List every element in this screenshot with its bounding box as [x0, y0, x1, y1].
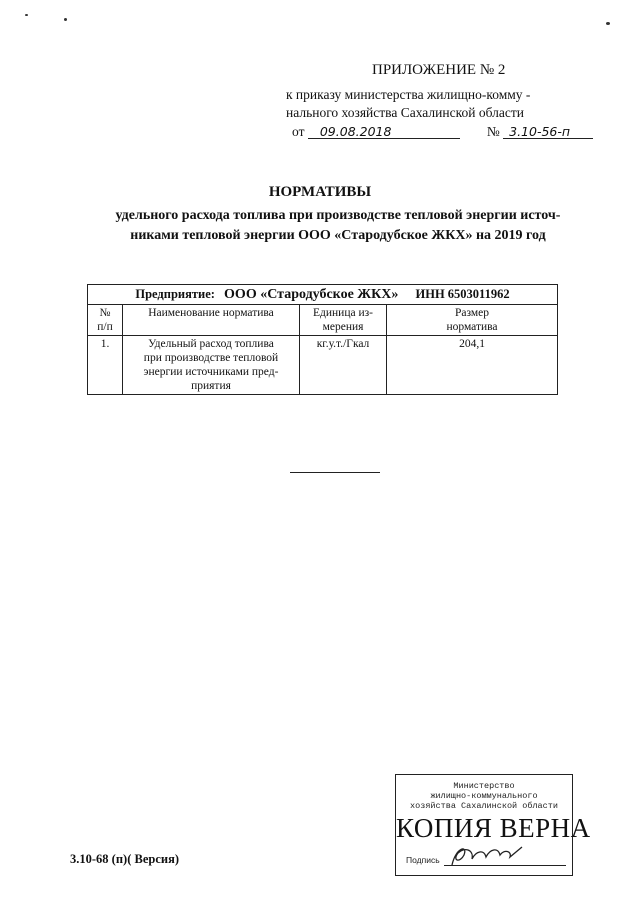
- signature-scribble-icon: [446, 841, 526, 869]
- stamp-organization-line: хозяйства Сахалинской области: [410, 801, 558, 811]
- header-num-line: п/п: [97, 321, 113, 333]
- appendix-reference-line: к приказу министерства жилищно-комму -: [286, 87, 531, 102]
- enterprise-inn: ИНН 6503011962: [415, 287, 510, 301]
- header-size-line: Размер: [454, 307, 489, 319]
- appendix-reference: [286, 86, 596, 122]
- table-header-row: [88, 305, 558, 336]
- certified-copy-stamp: [395, 774, 591, 876]
- enterprise-cell: [88, 285, 558, 305]
- order-number-label: №: [486, 124, 500, 139]
- row-name-line: Удельный расход топлива: [148, 338, 274, 350]
- row-value: 204,1: [387, 336, 558, 395]
- table-row: [88, 336, 558, 395]
- row-name: [123, 336, 300, 395]
- row-name-line: при производстве тепловой: [143, 352, 279, 364]
- scan-speck: [64, 18, 67, 21]
- order-number: 3.10-56-п: [503, 125, 593, 139]
- norms-table: [87, 284, 558, 395]
- order-date: 09.08.2018: [308, 125, 460, 139]
- stamp-organization: [396, 781, 572, 811]
- order-line: [292, 124, 593, 140]
- scan-speck: [25, 14, 28, 16]
- header-size: [387, 305, 558, 336]
- header-name: Наименование норматива: [123, 305, 300, 336]
- divider-rule: [290, 472, 380, 473]
- footer-document-code: 3.10-68 (п)( Версия): [70, 852, 179, 866]
- header-num-line: №: [99, 307, 111, 319]
- scan-speck: [606, 22, 610, 25]
- order-from-label: от: [292, 124, 305, 139]
- stamp-organization-line: Министерство: [453, 781, 515, 791]
- row-name-line: энергии источниками пред-: [143, 366, 279, 378]
- appendix-title: ПРИЛОЖЕНИЕ № 2: [372, 62, 506, 78]
- header-unit-line: мерения: [322, 321, 364, 333]
- header-num: [88, 305, 123, 336]
- enterprise-label: Предприятие:: [135, 287, 215, 301]
- enterprise-name: ООО «Стародубское ЖКХ»: [224, 287, 399, 302]
- document-subtitle-line: никами тепловой энергии ООО «Стародубское ЖКХ» на 2019 год: [130, 228, 546, 243]
- stamp-signature-label: Подпись: [406, 855, 440, 865]
- document-subtitle: [88, 206, 588, 246]
- row-unit: кг.у.т./Гкал: [300, 336, 387, 395]
- document-subtitle-line: удельного расхода топлива при производстве тепловой энергии источ-: [115, 208, 561, 223]
- enterprise-row: [88, 285, 558, 305]
- row-num: 1.: [88, 336, 123, 395]
- stamp-main-text: КОПИЯ ВЕРНА: [396, 813, 591, 843]
- document-title: НОРМАТИВЫ: [268, 184, 372, 200]
- header-size-line: норматива: [446, 321, 498, 333]
- row-name-line: приятия: [191, 380, 231, 392]
- header-unit-line: Единица из-: [313, 307, 373, 319]
- header-unit: [300, 305, 387, 336]
- appendix-reference-line: нального хозяйства Сахалинской области: [286, 105, 524, 120]
- stamp-organization-line: жилищно-коммунального: [430, 791, 538, 801]
